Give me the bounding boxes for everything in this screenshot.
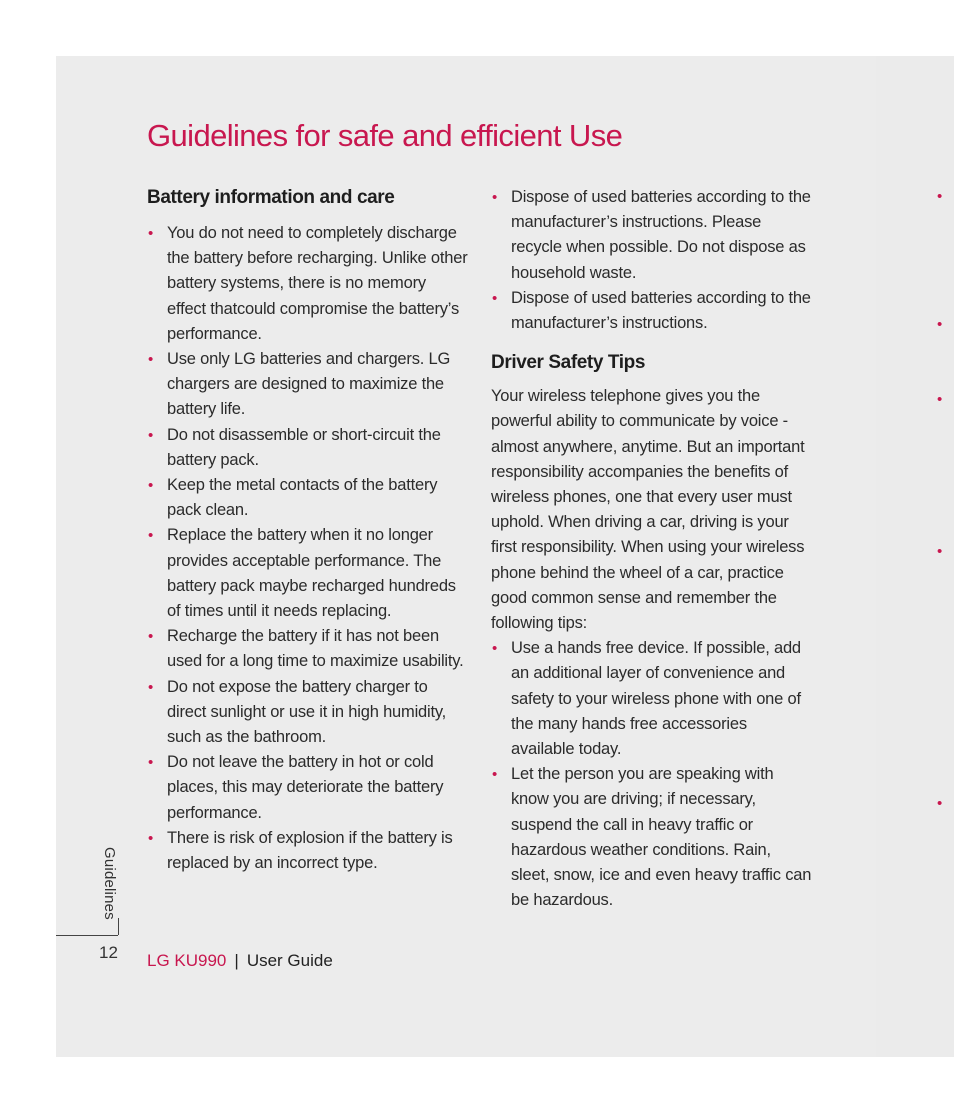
footer-separator: | (234, 951, 239, 970)
list-item: • You do not need to completely discharge the battery before recharging. Unlike other battery systems, there is no memory effect thatcould compromise the battery’s performance. (147, 221, 469, 347)
bullet-icon: • (148, 678, 154, 696)
adjacent-page-edge (876, 56, 954, 1057)
list-item: • Do not expose the battery charger to direct sunlight or use it in high humidity, such as the bathroom. (147, 675, 469, 751)
list-item: • Use only LG batteries and chargers. LG chargers are designed to maximize the battery life. (147, 347, 469, 423)
driver-list (491, 636, 813, 913)
page-title: Guidelines for safe and efficient Use (147, 118, 623, 153)
bullet-icon: • (148, 477, 154, 495)
list-item: • Do not disassemble or short-circuit the battery pack. (147, 423, 469, 473)
bullet-icon: • (148, 351, 154, 369)
bullet-icon: • (492, 289, 498, 307)
bullet-icon: • (148, 829, 154, 847)
battery-heading: Battery information and care (147, 187, 395, 208)
left-column (147, 185, 469, 876)
bullet-icon: • (492, 640, 498, 658)
list-item: • Do not leave the battery in hot or cold places, this may deteriorate the battery performance. (147, 750, 469, 826)
bullet-icon: • (148, 527, 154, 545)
bullet-icon: • (492, 766, 498, 784)
section-side-tab: Guidelines (101, 847, 118, 920)
bullet-icon: • (937, 188, 943, 205)
bullet-icon: • (148, 628, 154, 646)
battery-list-continued (491, 185, 813, 336)
right-column (491, 185, 813, 913)
bullet-icon: • (148, 754, 154, 772)
bullet-icon: • (937, 543, 943, 560)
footer-rule (56, 935, 118, 936)
list-item: • Keep the metal contacts of the battery pack clean. (147, 473, 469, 523)
bullet-icon: • (492, 189, 498, 206)
battery-list (147, 221, 469, 876)
list-item: • Use a hands free device. If possible, add an additional layer of convenience and safety to your wireless phone with one of the many hands free accessories available today. (491, 636, 813, 762)
list-item: • Let the person you are speaking with know you are driving; if necessary, suspend the call in heavy traffic or hazardous weather conditions. Rain, sleet, snow, ice and even heavy traffic can be hazardous. (491, 762, 813, 913)
side-tab-rule (118, 918, 119, 935)
driver-heading: Driver Safety Tips (491, 352, 646, 374)
bullet-icon: • (937, 795, 943, 812)
footer-brand: LG KU990 (147, 951, 227, 970)
bullet-icon: • (937, 391, 943, 408)
list-item: • Dispose of used batteries according to the manufacturer’s instructions. Please recycle when possible. Do not dispose as household waste. (491, 185, 813, 286)
driver-intro: Your wireless telephone gives you the powerful ability to communicate by voice - almost anywhere, anytime. But an important responsibility accompanies the benefits of wireless phones, one that every user must uphold. When driving a car, driving is your first responsibility. When using your wireless phone behind the wheel of a car, practice good common sense and remember the following tips: (491, 387, 805, 633)
footer (147, 951, 333, 971)
footer-doc-title: User Guide (246, 951, 333, 970)
list-item: • There is risk of explosion if the battery is replaced by an incorrect type. (147, 826, 469, 876)
list-item: • Replace the battery when it no longer provides acceptable performance. The battery pack maybe recharged hundreds of times until it needs replacing. (147, 523, 469, 624)
page-number: 12 (99, 943, 118, 962)
bullet-icon: • (937, 316, 943, 333)
bullet-icon: • (148, 426, 154, 444)
list-item: • Dispose of used batteries according to the manufacturer’s instructions. (491, 286, 813, 336)
list-item: • Recharge the battery if it has not been used for a long time to maximize usability. (147, 624, 469, 674)
bullet-icon: • (148, 225, 154, 242)
